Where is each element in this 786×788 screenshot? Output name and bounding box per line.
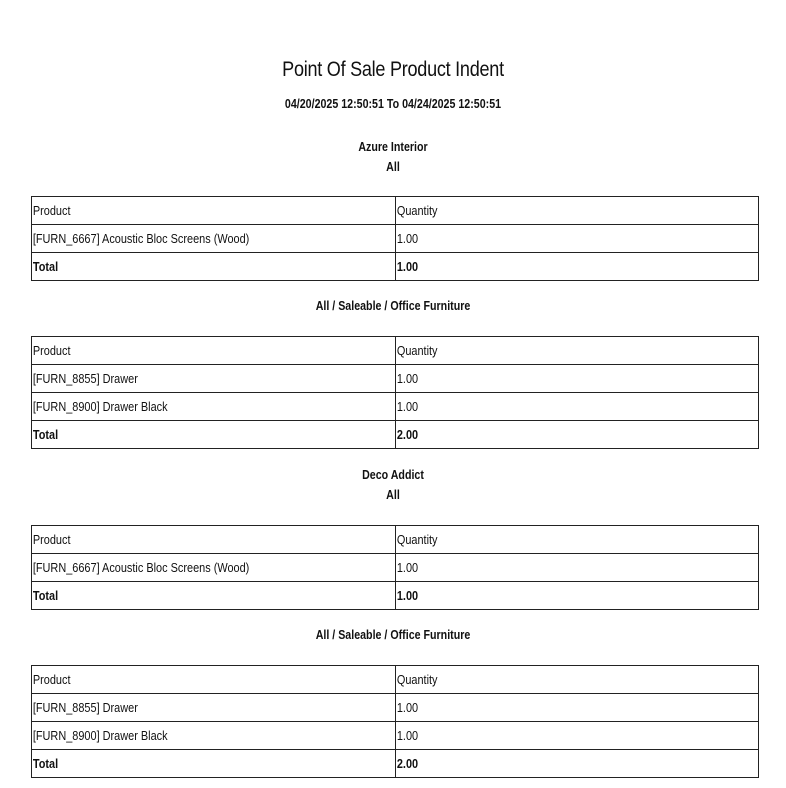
category-product-table bbox=[31, 665, 759, 778]
table-header-row bbox=[32, 666, 759, 694]
total-row bbox=[32, 582, 759, 610]
product-cell: [FURN_8900] Drawer Black bbox=[32, 393, 396, 421]
table-header-row bbox=[32, 526, 759, 554]
customer-name: Azure Interior bbox=[358, 139, 428, 154]
product-cell: [FURN_8900] Drawer Black bbox=[32, 722, 396, 750]
product-cell: [FURN_8855] Drawer bbox=[32, 365, 396, 393]
customer-header bbox=[71, 465, 716, 505]
total-label: Total bbox=[32, 421, 396, 449]
table-row bbox=[32, 554, 759, 582]
product-quantity-table bbox=[31, 196, 759, 281]
table-row bbox=[32, 365, 759, 393]
total-row bbox=[32, 750, 759, 778]
customer-filter: All bbox=[386, 159, 400, 174]
table-row bbox=[32, 225, 759, 253]
product-cell: [FURN_6667] Acoustic Bloc Screens (Wood) bbox=[32, 225, 396, 253]
category-heading: All / Saleable / Office Furniture bbox=[315, 627, 471, 642]
table-row bbox=[32, 694, 759, 722]
table-header-row bbox=[32, 337, 759, 365]
product-cell: [FURN_8855] Drawer bbox=[32, 694, 396, 722]
total-label: Total bbox=[32, 253, 396, 281]
total-label: Total bbox=[32, 750, 396, 778]
column-header-product: Product bbox=[32, 337, 396, 365]
total-label: Total bbox=[32, 582, 396, 610]
total-value: 1.00 bbox=[396, 253, 759, 281]
column-header-product: Product bbox=[32, 666, 396, 694]
product-cell: [FURN_6667] Acoustic Bloc Screens (Wood) bbox=[32, 554, 396, 582]
total-value: 1.00 bbox=[396, 582, 759, 610]
column-header-quantity: Quantity bbox=[396, 197, 759, 225]
customer-filter: All bbox=[386, 487, 400, 502]
total-value: 2.00 bbox=[396, 750, 759, 778]
table-row bbox=[32, 393, 759, 421]
column-header-product: Product bbox=[32, 197, 396, 225]
quantity-cell: 1.00 bbox=[396, 554, 759, 582]
report-title: Point Of Sale Product Indent bbox=[282, 58, 504, 81]
table-row bbox=[32, 722, 759, 750]
column-header-quantity: Quantity bbox=[396, 337, 759, 365]
quantity-cell: 1.00 bbox=[396, 225, 759, 253]
report-date-range: 04/20/2025 12:50:51 To 04/24/2025 12:50:51 bbox=[284, 96, 502, 111]
column-header-quantity: Quantity bbox=[396, 666, 759, 694]
category-product-table bbox=[31, 336, 759, 449]
table-header-row bbox=[32, 197, 759, 225]
total-row bbox=[32, 421, 759, 449]
quantity-cell: 1.00 bbox=[396, 393, 759, 421]
total-row bbox=[32, 253, 759, 281]
column-header-quantity: Quantity bbox=[396, 526, 759, 554]
customer-header bbox=[71, 137, 716, 177]
total-value: 2.00 bbox=[396, 421, 759, 449]
customer-name: Deco Addict bbox=[362, 467, 424, 482]
column-header-product: Product bbox=[32, 526, 396, 554]
quantity-cell: 1.00 bbox=[396, 365, 759, 393]
quantity-cell: 1.00 bbox=[396, 722, 759, 750]
product-quantity-table bbox=[31, 525, 759, 610]
category-heading: All / Saleable / Office Furniture bbox=[315, 298, 471, 313]
quantity-cell: 1.00 bbox=[396, 694, 759, 722]
